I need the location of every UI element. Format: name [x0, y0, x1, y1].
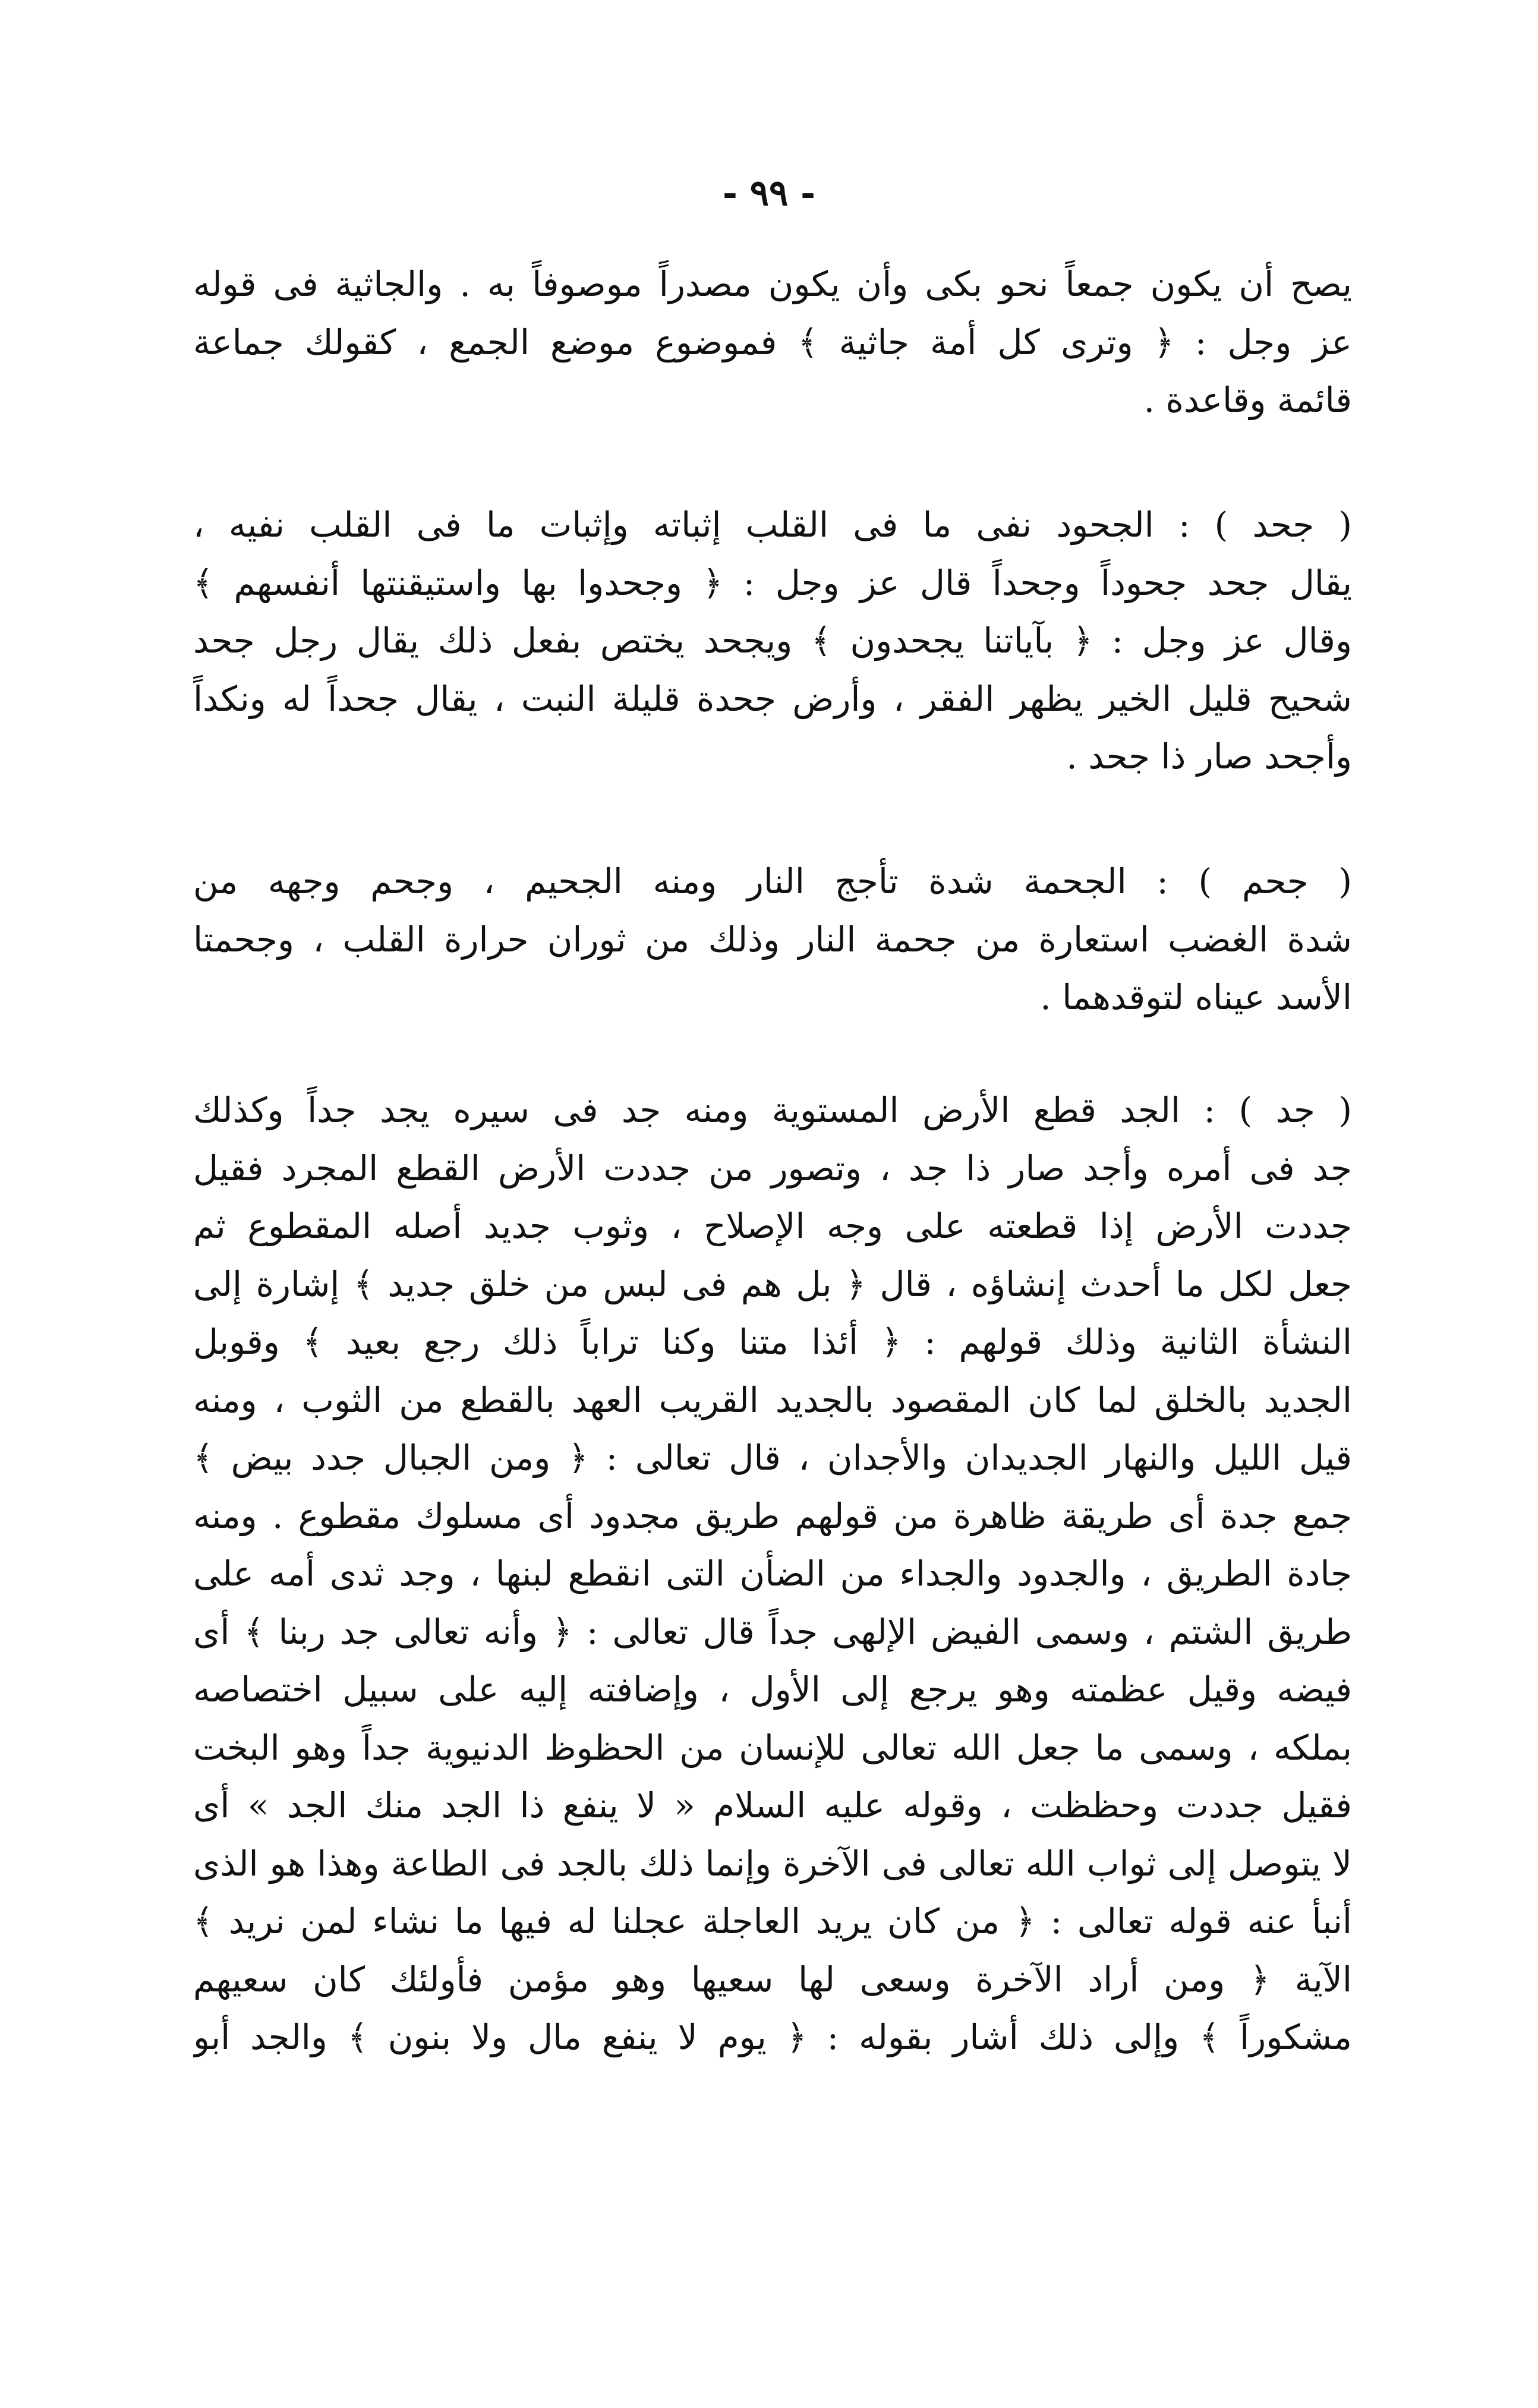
text-line: الأسد عيناه لتوقدهما .: [1040, 977, 1352, 1017]
text-line: قائمة وقاعدة .: [1143, 380, 1352, 420]
text-line: قيل الليل والنهار الجديدان والأجدان ، قال تعالى : ﴿ ومن الجبال جدد بيض ﴾: [193, 1438, 1352, 1478]
text-line: أنبأ عنه قوله تعالى : ﴿ من كان يريد العاجلة عجلنا له فيها ما نشاء لمن نريد ﴾: [193, 1901, 1352, 1941]
text-line: الجديد بالخلق لما كان المقصود بالجديد القريب العهد بالقطع من الثوب ، ومنه: [193, 1379, 1352, 1420]
text-line: ( جحد ) : الجحود نفى ما فى القلب إثباته وإثبات ما فى القلب نفيه ،: [193, 505, 1352, 545]
text-line: جادة الطريق ، والجدود والجداء من الضأن التى انقطع لبنها ، وجد ثدى أمه على: [193, 1553, 1352, 1594]
text-line: ( جحم ) : الجحمة شدة تأجج النار ومنه الجحيم ، وجحم وجهه من: [193, 861, 1352, 902]
text-line: ( جد ) : الجد قطع الأرض المستوية ومنه جد فى سيره يجد جداً وكذلك: [193, 1090, 1352, 1130]
text-line: جد فى أمره وأجد صار ذا جد ، وتصور من جددت الأرض القطع المجرد فقيل: [193, 1148, 1352, 1189]
text-line: جددت الأرض إذا قطعته على وجه الإصلاح ، وثوب جديد أصله المقطوع ثم: [193, 1206, 1352, 1246]
paragraph-jahad: [193, 496, 1352, 786]
text-line: فقيل جددت وحظظت ، وقوله عليه السلام « لا ينفع ذا الجد منك الجد » أى: [193, 1785, 1352, 1826]
text-line: عز وجل : ﴿ وترى كل أمة جاثية ﴾ فموضوع موضع الجمع ، كقولك جماعة: [193, 322, 1352, 363]
text-line: لا يتوصل إلى ثواب الله تعالى فى الآخرة وإنما ذلك بالجد فى الطاعة وهذا هو الذى: [193, 1843, 1352, 1884]
page-number: - ٩٩ -: [722, 172, 816, 214]
paragraph-jama: [193, 256, 1352, 430]
text-line: فيضه وقيل عظمته وهو يرجع إلى الأول ، وإضافته إليه على سبيل اختصاصه: [193, 1669, 1352, 1710]
text-line: مشكوراً ﴾ وإلى ذلك أشار بقوله : ﴿ يوم لا ينفع مال ولا بنون ﴾ والجد أبو: [193, 2017, 1352, 2057]
text-line: النشأة الثانية وذلك قولهم : ﴿ أئذا متنا وكنا تراباً ذلك رجع بعيد ﴾ وقوبل: [193, 1322, 1352, 1362]
text-line: بملكه ، وسمى ما جعل الله تعالى للإنسان من الحظوظ الدنيوية جداً وهو البخت: [193, 1727, 1352, 1768]
text-line: الآية ﴿ ومن أراد الآخرة وسعى لها سعيها وهو مؤمن فأولئك كان سعيهم: [193, 1959, 1352, 2000]
text-line: شدة الغضب استعارة من جحمة النار وذلك من ثوران حرارة القلب ، وجحمتا: [193, 919, 1352, 960]
text-line: طريق الشتم ، وسمى الفيض الإلهى جداً قال تعالى : ﴿ وأنه تعالى جد ربنا ﴾ أى: [193, 1611, 1352, 1652]
text-line: يصح أن يكون جمعاً نحو بكى وأن يكون مصدراً موصوفاً به . والجاثية فى قوله: [193, 264, 1352, 304]
paragraph-jaham: [193, 853, 1352, 1027]
text-line: وقال عز وجل : ﴿ بآياتنا يجحدون ﴾ ويجحد يختص بفعل ذلك يقال رجل جحد: [193, 620, 1352, 661]
text-line: يقال جحد جحوداً وجحداً قال عز وجل : ﴿ وجحدوا بها واستيقنتها أنفسهم ﴾: [193, 562, 1352, 603]
text-line: شحيح قليل الخير يظهر الفقر ، وأرض جحدة قليلة النبت ، يقال جحداً له ونكداً: [193, 678, 1352, 719]
text-line: جعل لكل ما أحدث إنشاؤه ، قال ﴿ بل هم فى لبس من خلق جديد ﴾ إشارة إلى: [193, 1263, 1352, 1304]
text-line: وأجحد صار ذا جحد .: [1066, 736, 1352, 777]
paragraph-jadd: [193, 1082, 1352, 2067]
text-line: جمع جدة أى طريقة ظاهرة من قولهم طريق مجدود أى مسلوك مقطوع . ومنه: [193, 1495, 1352, 1536]
